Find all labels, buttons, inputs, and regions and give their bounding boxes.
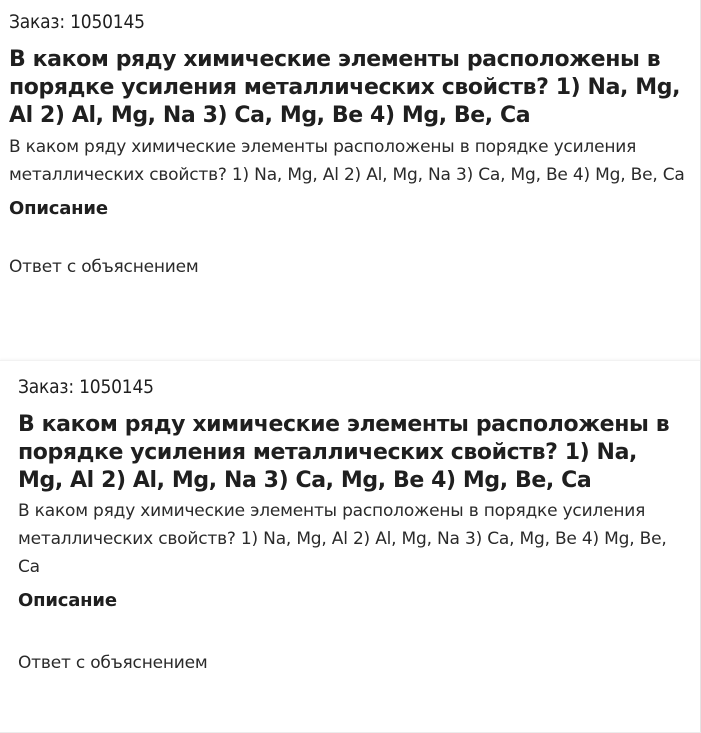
order-card-2 [0, 360, 700, 733]
order-card-1 [0, 0, 700, 352]
answer-link[interactable]: Ответ с объяснением [18, 653, 208, 673]
question-text: В каком ряду химические элементы расположены в порядке усиления металлических свойств? 1) Na, Mg, Al 2) Al, Mg, Na 3) Ca, Mg, Be 4) Mg, Be, Ca [9, 137, 685, 185]
order-number: Заказ: 1050145 [18, 376, 154, 398]
question-title: В каком ряду химические элементы расположены в порядке усиления металлических свойств? 1) Na, Mg, Al 2) Al, Mg, Na 3) Ca, Mg, Be 4) Mg, Be, Ca [9, 47, 681, 128]
question-text: В каком ряду химические элементы расположены в порядке усиления металлических свойств? 1) Na, Mg, Al 2) Al, Mg, Na 3) Ca, Mg, Be 4) Mg, Be, Ca [18, 501, 667, 577]
description-heading: Описание [9, 198, 108, 219]
answer-link[interactable]: Ответ с объяснением [9, 257, 199, 277]
description-heading: Описание [18, 590, 117, 611]
question-title: В каком ряду химические элементы расположены в порядке усиления металлических свойств? 1) Na, Mg, Al 2) Al, Mg, Na 3) Ca, Mg, Be 4) Mg, Be, Ca [18, 412, 670, 493]
order-number: Заказ: 1050145 [9, 11, 145, 33]
